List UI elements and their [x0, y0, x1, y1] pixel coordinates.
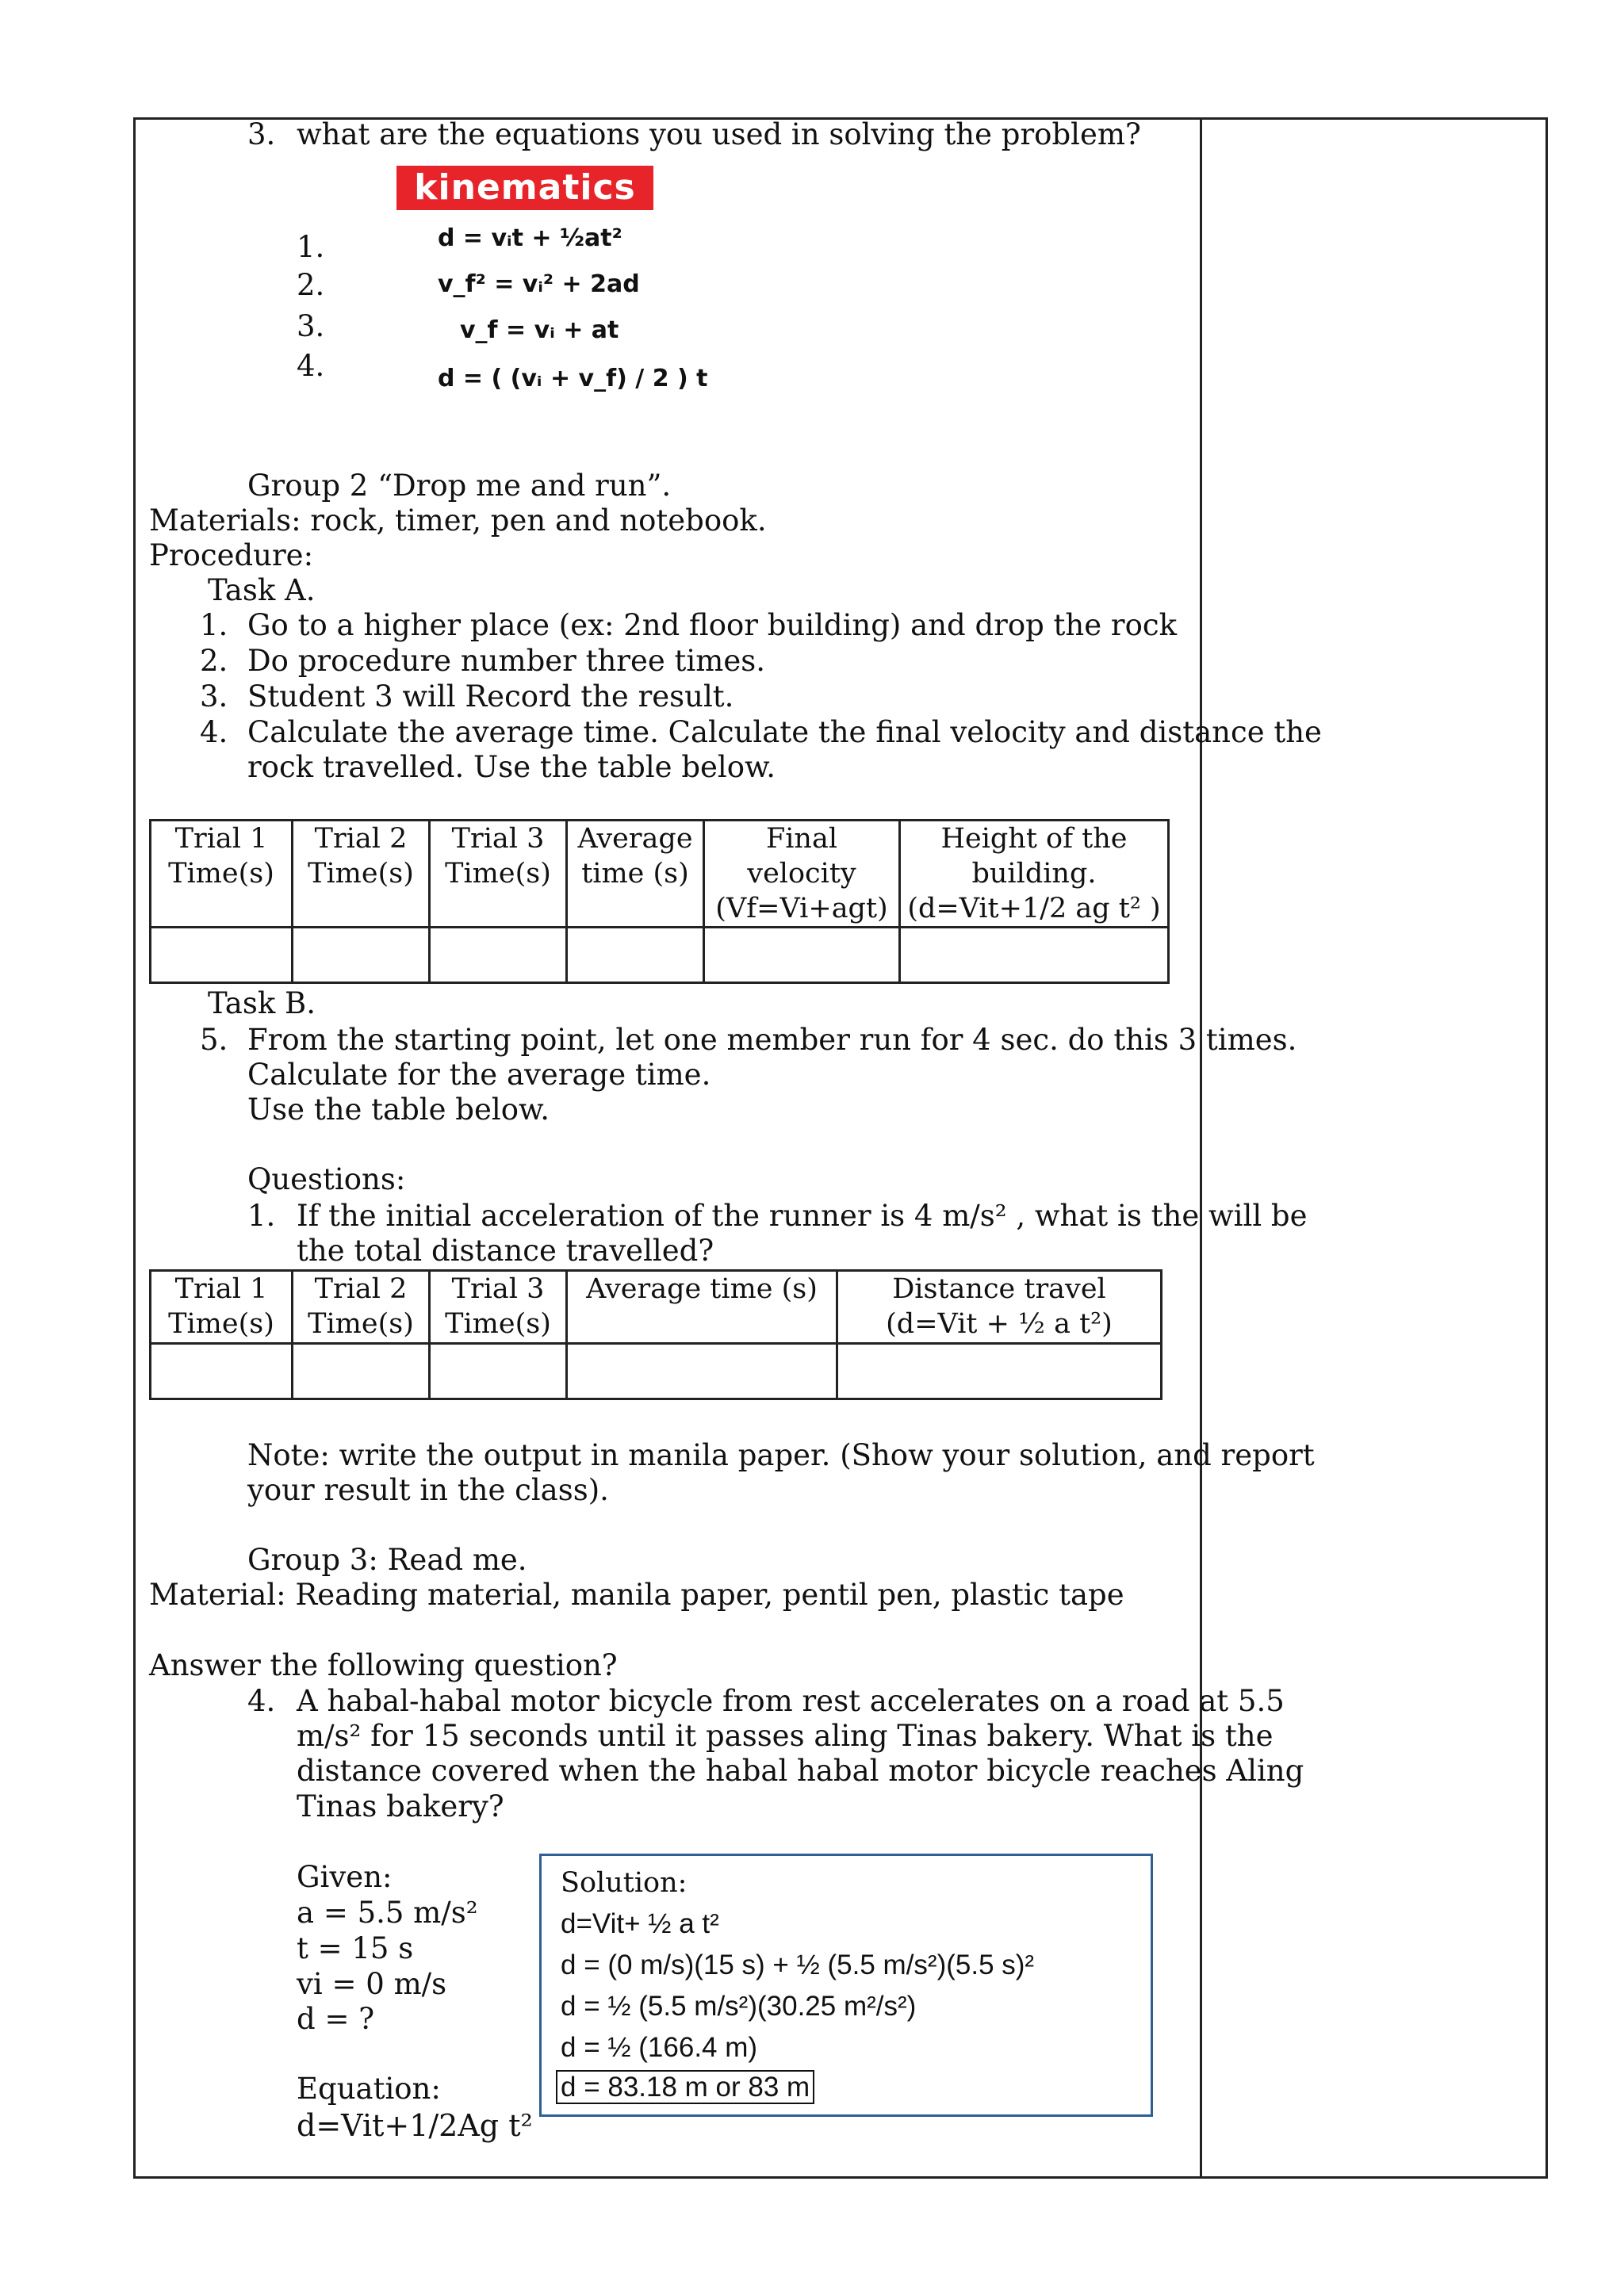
table-header: Height of the building. (d=Vit+1/2 ag t² )	[900, 821, 1169, 928]
step-5-line: Use the table below.	[247, 1093, 550, 1127]
step-number: 1.	[200, 608, 228, 642]
questions-label: Questions:	[247, 1162, 406, 1196]
step-number: 4.	[200, 715, 228, 749]
solution-box	[539, 1854, 1153, 2117]
group-3-title: Group 3: Read me.	[247, 1543, 527, 1577]
table-cell-empty[interactable]	[151, 1344, 293, 1399]
step-5-line: From the starting point, let one member run for 4 sec. do this 3 times.	[247, 1023, 1297, 1057]
step-number: 2.	[200, 644, 228, 678]
task-b-label: Task B.	[208, 986, 316, 1020]
table-cell-empty[interactable]	[837, 1344, 1162, 1399]
solution-line: d = (0 m/s)(15 s) + ½ (5.5 m/s²)(5.5 s)²	[561, 1950, 1035, 1980]
table-header: Trial 3 Time(s)	[430, 1271, 567, 1344]
step-text: Go to a higher place (ex: 2nd floor building) and drop the rock	[247, 608, 1178, 642]
table-header: Trial 1 Time(s)	[151, 821, 293, 928]
question-4-line: A habal-habal motor bicycle from rest accelerates on a road at 5.5	[297, 1684, 1285, 1718]
answer-prompt: Answer the following question?	[149, 1648, 618, 1682]
table-cell-empty[interactable]	[151, 928, 293, 983]
table-header: Final velocity (Vf=Vi+agt)	[704, 821, 900, 928]
table-cell-empty[interactable]	[293, 928, 430, 983]
step-number: 3.	[200, 679, 228, 714]
table-header: Trial 2 Time(s)	[293, 821, 430, 928]
question-4-number: 4.	[247, 1684, 276, 1718]
table-cell-empty[interactable]	[567, 928, 704, 983]
group-3-material: Material: Reading material, manila paper, pentil pen, plastic tape	[149, 1578, 1124, 1612]
equation-number: 1.	[297, 230, 325, 264]
equation-number: 4.	[297, 349, 325, 383]
question-1-number: 1.	[247, 1199, 276, 1233]
question-4-line: m/s² for 15 seconds until it passes aling Tinas bakery. What is the	[297, 1719, 1274, 1753]
table-cell-empty[interactable]	[293, 1344, 430, 1399]
group-2-title: Group 2 “Drop me and run”.	[247, 469, 672, 503]
task-b-table	[149, 1269, 1162, 1400]
question-3-number: 3.	[247, 117, 276, 151]
materials-line: Materials: rock, timer, pen and notebook.	[149, 503, 767, 538]
task-a-table	[149, 819, 1170, 984]
table-header: Trial 3 Time(s)	[430, 821, 567, 928]
question-3-text: what are the equations you used in solving the problem?	[297, 117, 1141, 151]
table-header: Trial 1 Time(s)	[151, 1271, 293, 1344]
kinematics-equation: v_f = vᵢ + at	[460, 316, 619, 344]
final-answer: d = 83.18 m or 83 m	[556, 2070, 814, 2104]
table-cell-empty[interactable]	[704, 928, 900, 983]
column-divider	[1200, 117, 1202, 2179]
kinematics-equation: d = vᵢt + ½at²	[438, 224, 622, 252]
solution-line: d = ½ (166.4 m)	[561, 2032, 758, 2063]
table-header: Average time (s)	[567, 1271, 837, 1344]
table-header: Distance travel (d=Vit + ½ a t²)	[837, 1271, 1162, 1344]
note-line: Note: write the output in manila paper. (Show your solution, and report	[247, 1438, 1315, 1472]
question-4-line: Tinas bakery?	[297, 1789, 504, 1823]
solution-line: d=Vit+ ½ a t²	[561, 1908, 719, 1939]
table-cell-empty[interactable]	[567, 1344, 837, 1399]
question-1-line: If the initial acceleration of the runner is 4 m/s² , what is the will be	[297, 1199, 1308, 1233]
question-1-line: the total distance travelled?	[297, 1234, 714, 1268]
given-item: vi = 0 m/s	[297, 1967, 447, 2001]
given-label: Given:	[297, 1860, 393, 1894]
kinematics-equation: v_f² = vᵢ² + 2ad	[438, 270, 640, 298]
table-cell-empty[interactable]	[430, 928, 567, 983]
equation-number: 2.	[297, 268, 325, 302]
final-answer-box	[556, 2070, 814, 2105]
task-a-label: Task A.	[208, 573, 316, 607]
table-cell-empty[interactable]	[430, 1344, 567, 1399]
step-text: rock travelled. Use the table below.	[247, 750, 776, 784]
step-text: Calculate the average time. Calculate the final velocity and distance the	[247, 715, 1322, 749]
table-header: Average time (s)	[567, 821, 704, 928]
step-number: 5.	[200, 1023, 228, 1057]
equation-text: d=Vit+1/2Ag t²	[297, 2108, 533, 2143]
note-line: your result in the class).	[247, 1473, 609, 1507]
step-text: Do procedure number three times.	[247, 644, 765, 678]
equation-number: 3.	[297, 309, 325, 343]
table-cell-empty[interactable]	[900, 928, 1169, 983]
given-item: d = ?	[297, 2002, 375, 2036]
equation-label: Equation:	[297, 2072, 441, 2106]
given-item: a = 5.5 m/s²	[297, 1896, 478, 1930]
procedure-label: Procedure:	[149, 538, 314, 572]
kinematics-badge: kinematics	[396, 166, 653, 210]
kinematics-equation: d = ( (vᵢ + v_f) / 2 ) t	[438, 365, 708, 392]
step-5-line: Calculate for the average time.	[247, 1058, 711, 1092]
solution-label: Solution:	[561, 1867, 688, 1899]
question-4-line: distance covered when the habal habal motor bicycle reaches Aling	[297, 1754, 1304, 1788]
given-item: t = 15 s	[297, 1931, 414, 1965]
step-text: Student 3 will Record the result.	[247, 679, 734, 714]
solution-line: d = ½ (5.5 m/s²)(30.25 m²/s²)	[561, 1991, 917, 2022]
table-header: Trial 2 Time(s)	[293, 1271, 430, 1344]
